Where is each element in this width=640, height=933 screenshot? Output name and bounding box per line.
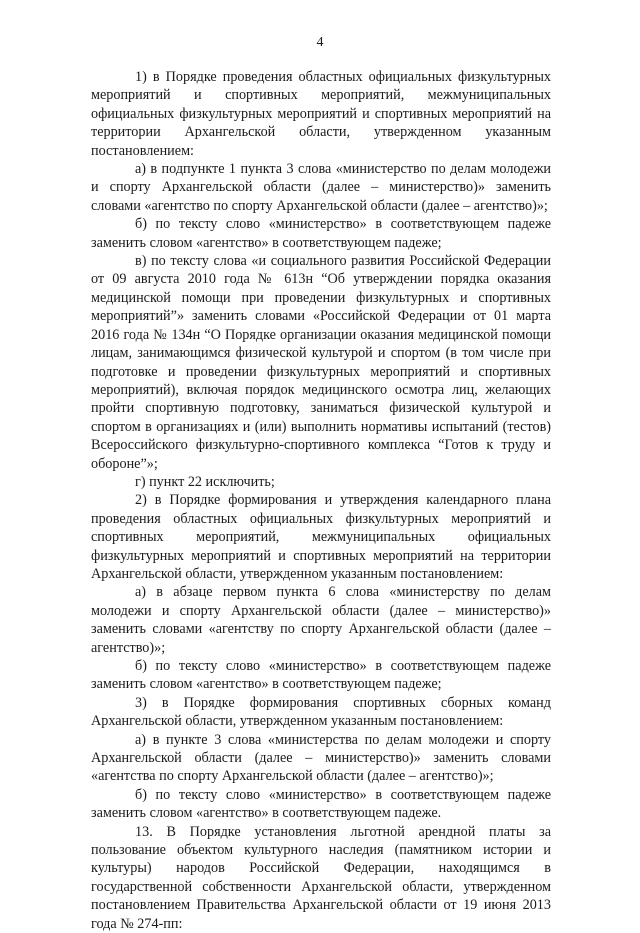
paragraph-1g: г) пункт 22 исключить;: [135, 473, 275, 490]
paragraph-13: 13. В Порядке установления льготной арендной платы за пользование объектом культурного наследия (памятником истории и культуры) народов Российской Федерации, находящимся в государственной собственности Архангельской области, утвержденном постановлением Правительства Архангельской области от 19 июня 2013 года № 274-пп:: [91, 823, 551, 932]
paragraph-3: 3) в Порядке формирования спортивных сборных команд Архангельской области, утвержденном указанным постановлением:: [91, 694, 551, 730]
paragraph-2: 2) в Порядке формирования и утверждения календарного плана проведения областных официальных физкультурных мероприятий и спортивных мероприятий, межмуниципальных официальных физкультурных мероприятий и спортивных мероприятий на территории Архангельской области, утвержденном указанным постановлением:: [91, 492, 551, 582]
paragraph-1: 1) в Порядке проведения областных официальных физкультурных мероприятий и спортивных мероприятий, межмуниципальных официальных физкультурных мероприятий и спортивных мероприятий на территории Архангельской области, утвержденном указанным постановлением:: [91, 69, 551, 159]
paragraph-1a: а) в подпункте 1 пункта 3 слова «министерство по делам молодежи и спорту Архангельской области (далее – министерство)» заменить словами «агентство по спорту Архангельской области (далее – агентство)»;: [91, 161, 551, 214]
paragraph-2a: а) в абзаце первом пункта 6 слова «министерству по делам молодежи и спорту Архангельской области (далее – министерство)» заменить словами «агентству по спорту Архангельской области (далее – агентство)»;: [91, 584, 551, 656]
paragraph-2b: б) по тексту слово «министерство» в соответствующем падеже заменить словом «агентство» в соответствующем падеже;: [91, 658, 551, 693]
paragraph-1v: в) по тексту слова «и социального развития Российской Федерации от 09 августа 2010 года № 613н “Об утверждении порядка оказания медицинской помощи при проведении физкультурных и спортивных мероприятий”» заменить словами «Российской Федерации от 01 марта 2016 года № 134н “О Порядке организации оказания медицинской помощи лицам, занимающимся физической культурой и спортом (в том числе при подготовке и проведении физкультурных мероприятий и спортивных мероприятий), включая порядок медицинского осмотра лиц, желающих пройти спортивную подготовку, заниматься физической культурой и спортом в организациях и (или) выполнить нормативы испытаний (тестов) Всероссийского физкультурно-спортивного комплекса “Готов к труду и обороне”»;: [91, 253, 551, 472]
page-number: 4: [316, 35, 324, 50]
paragraph-3b: б) по тексту слово «министерство» в соответствующем падеже заменить словом «агентство» в соответствующем падеже.: [91, 786, 551, 822]
paragraph-3a: а) в пункте 3 слова «министерства по делам молодежи и спорту Архангельской области (далее – министерство)» заменить словами «агентства по спорту Архангельской области (далее – агентство)»;: [91, 731, 551, 785]
paragraph-1b: б) по тексту слово «министерство» в соответствующем падеже заменить словом «агентство» в соответствующем падеже;: [91, 216, 551, 251]
document-body: [91, 68, 551, 933]
